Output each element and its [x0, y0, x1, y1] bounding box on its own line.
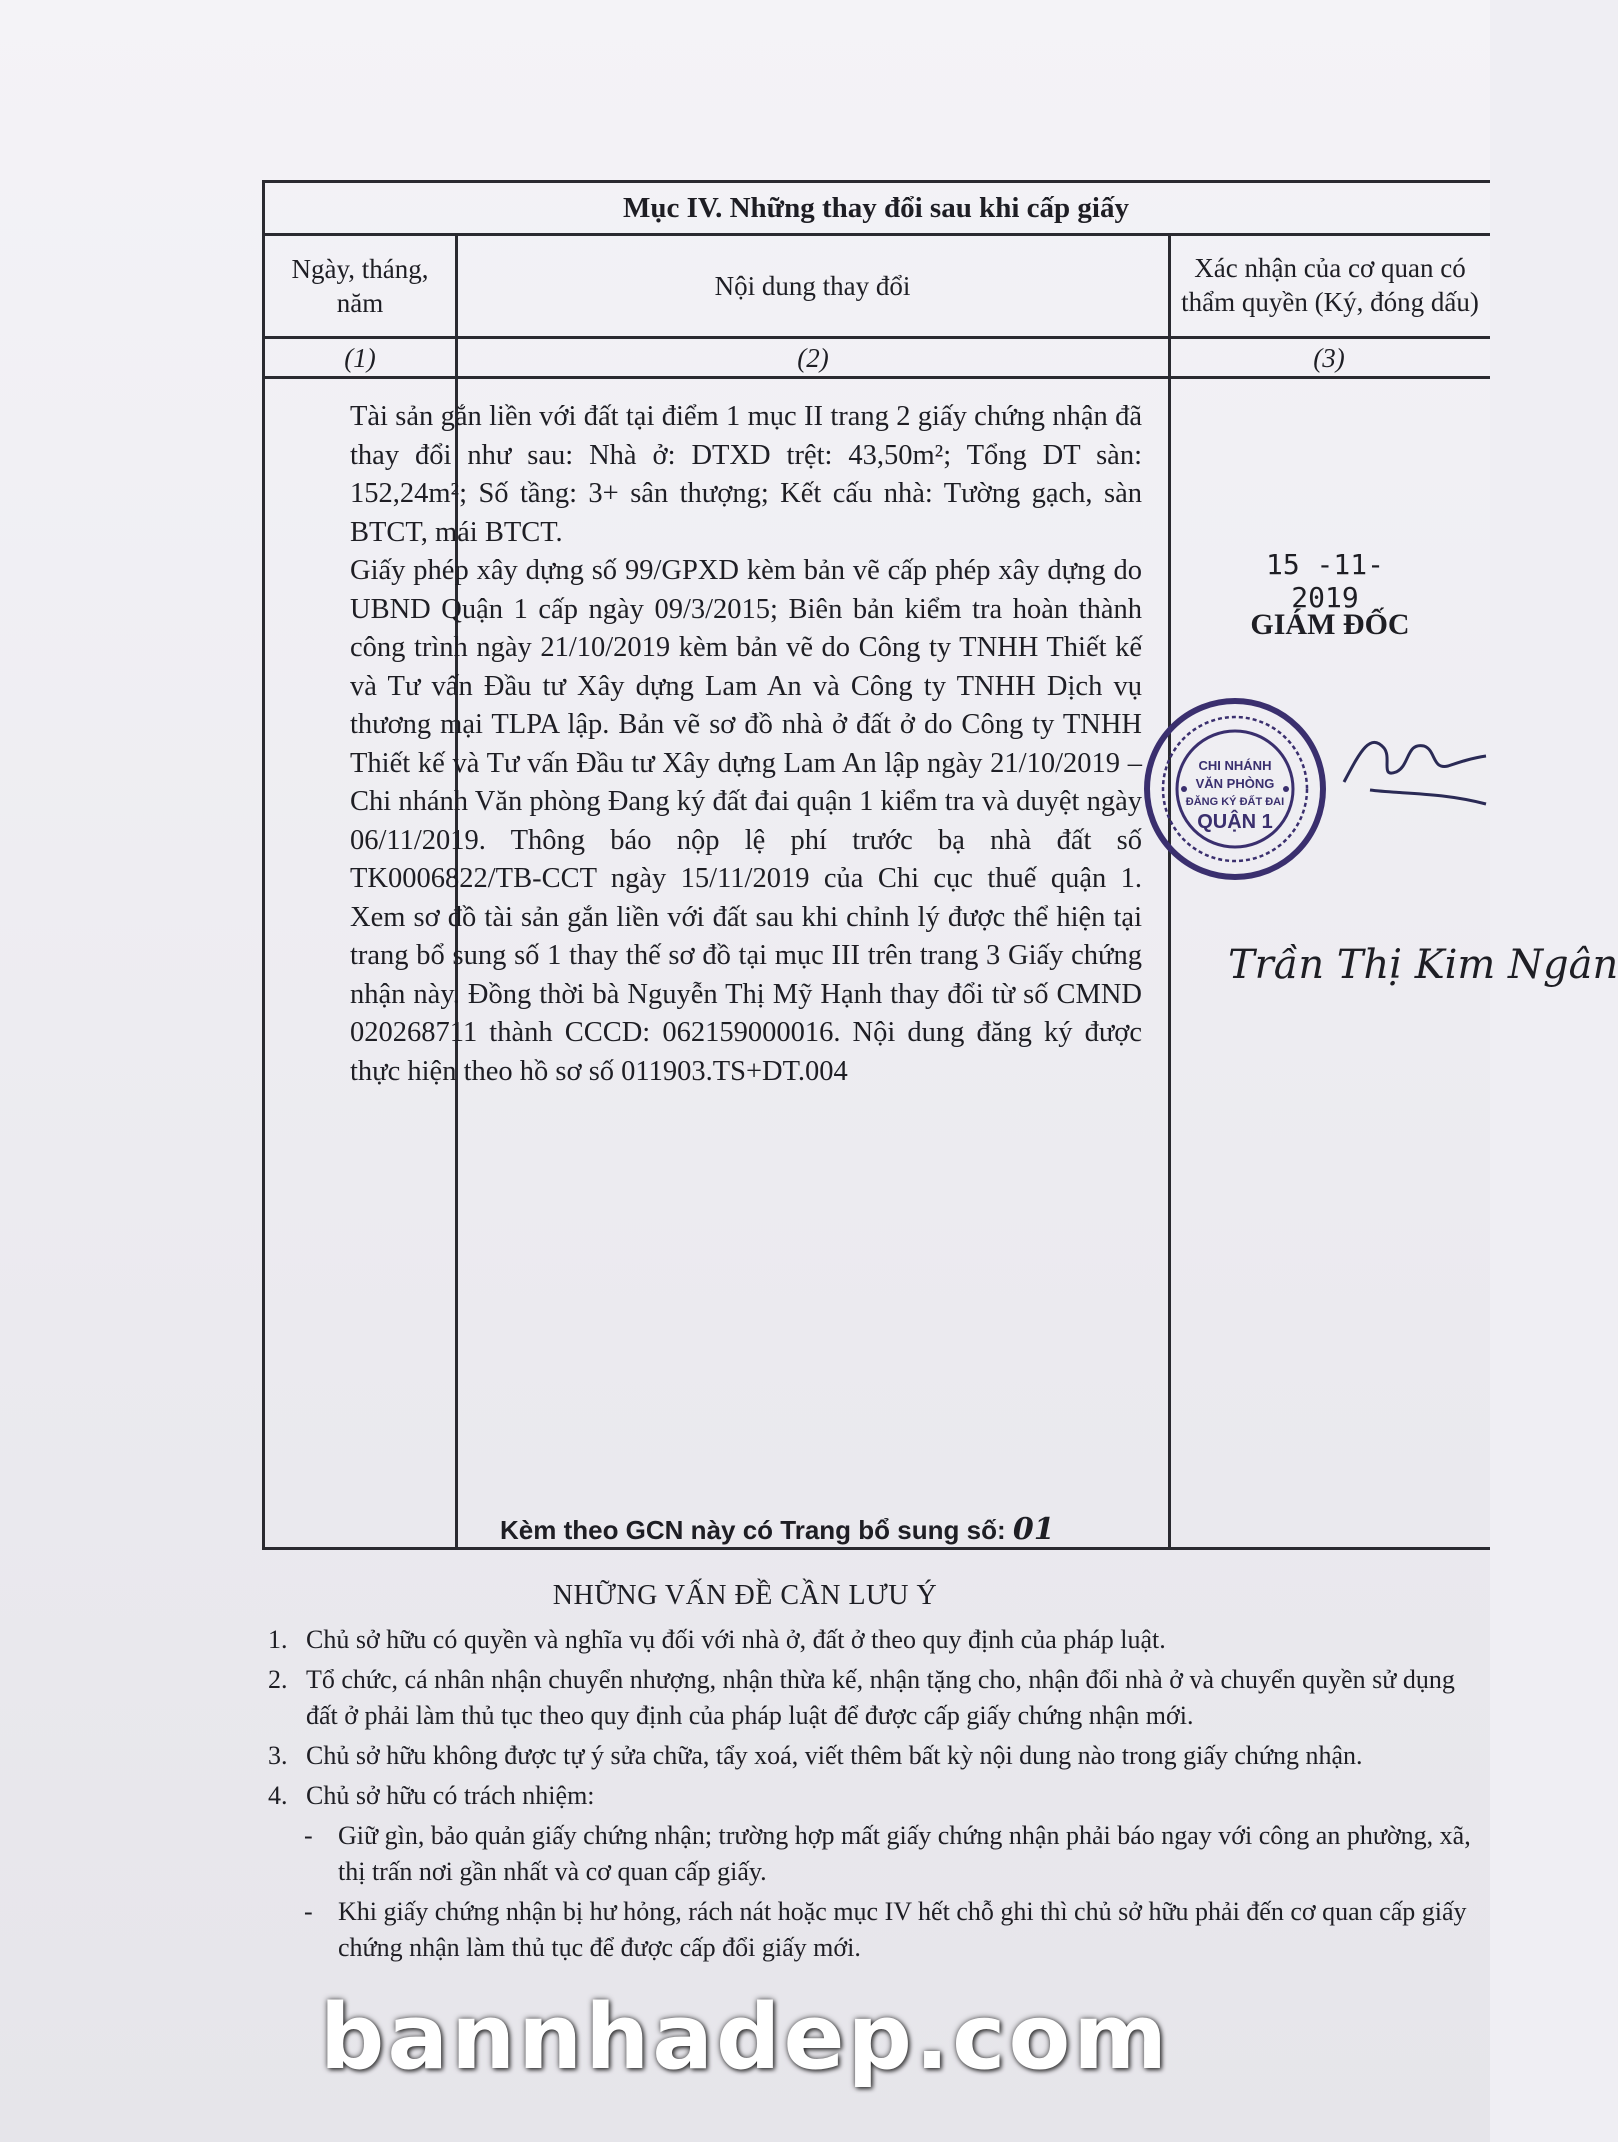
- column-number-3: (3): [1313, 342, 1345, 373]
- note-subtext: Khi giấy chứng nhận bị hư hỏng, rách nát hoặc mục IV hết chỗ ghi thì chủ sở hữu phải đến cơ quan cấp giấy chứng nhận làm thủ tục để được cấp đổi giấy mới.: [338, 1897, 1467, 1962]
- column-number-2: (2): [797, 342, 829, 373]
- attachment-label: Kèm theo GCN này có Trang bổ sung số:: [500, 1515, 1006, 1545]
- note-item: 3. Chủ sở hữu không được tự ý sửa chữa, tẩy xoá, viết thêm bất kỳ nội dung nào trong giấy chứng nhận.: [268, 1738, 1480, 1774]
- note-text: Chủ sở hữu có trách nhiệm:: [306, 1781, 595, 1810]
- note-subitem: - Giữ gìn, bảo quản giấy chứng nhận; trường hợp mất giấy chứng nhận phải báo ngay với công an phường, xã, thị trấn nơi gần nhất và cơ quan cấp giấy.: [304, 1818, 1480, 1890]
- change-content: [350, 398, 1142, 1091]
- note-item: 4. Chủ sở hữu có trách nhiệm:: [268, 1778, 1480, 1814]
- column-header-certification: Xác nhận của cơ quan có thẩm quyền (Ký, đóng dấu): [1181, 253, 1479, 317]
- column-number-1: (1): [344, 342, 376, 373]
- seal-text: QUẬN 1: [1197, 811, 1273, 833]
- table-rule: [262, 336, 1490, 339]
- seal-text: ĐĂNG KÝ ĐẤT ĐAI: [1185, 796, 1285, 808]
- section-title: Mục IV. Những thay đổi sau khi cấp giấy: [623, 191, 1129, 224]
- column-header-content: Nội dung thay đổi: [714, 271, 911, 301]
- note-text: Chủ sở hữu không được tự ý sửa chữa, tẩy xoá, viết thêm bất kỳ nội dung nào trong giấy chứng nhận.: [306, 1741, 1363, 1770]
- notes-title: NHỮNG VẤN ĐỀ CẦN LƯU Ý: [552, 1580, 938, 1611]
- note-subitem: - Khi giấy chứng nhận bị hư hỏng, rách nát hoặc mục IV hết chỗ ghi thì chủ sở hữu phải đến cơ quan cấp giấy chứng nhận làm thủ tục để được cấp đổi giấy mới.: [304, 1894, 1480, 1966]
- table-rule: [262, 376, 1490, 379]
- attachment-number: 01: [1012, 1512, 1055, 1547]
- note-item: 1. Chủ sở hữu có quyền và nghĩa vụ đối với nhà ở, đất ở theo quy định của pháp luật.: [268, 1622, 1480, 1658]
- note-text: Chủ sở hữu có quyền và nghĩa vụ đối với nhà ở, đất ở theo quy định của pháp luật.: [306, 1625, 1166, 1654]
- notes-list: [268, 1622, 1480, 1970]
- attachment-note: [500, 1512, 1055, 1547]
- note-text: Tổ chức, cá nhân nhận chuyển nhượng, nhận thừa kế, nhận tặng cho, nhận đổi nhà ở và chuyển quyền sử dụng đất ở phải làm thủ tục theo quy định của pháp luật để được cấp giấy chứng nhận mới.: [306, 1665, 1455, 1730]
- certification-date: 15 -11- 2019: [1265, 548, 1384, 614]
- seal-text: VĂN PHÒNG: [1195, 776, 1275, 791]
- column-header-date: Ngày, tháng, năm: [291, 254, 429, 318]
- signature-mark: [1340, 712, 1490, 822]
- change-paragraph: Giấy phép xây dựng số 99/GPXD kèm bản vẽ cấp phép xây dựng do UBND Quận 1 cấp ngày 09/3/2015; Biên bản kiểm tra hoàn thành công trình ngày 21/10/2019 kèm bản vẽ do Công ty TNHH Thiết kế và Tư vấn Đầu tư Xây dựng Lam An và Công ty TNHH Dịch vụ thương mại TLPA lập. Bản vẽ sơ đồ nhà ở đất ở do Công ty TNHH Thiết kế và Tư vấn Đầu tư Xây dựng Lam An lập ngày 21/10/2019 – Chi nhánh Văn phòng Đang ký đất đai quận 1 kiểm tra và duyệt ngày 06/11/2019. Thông báo nộp lệ phí trước bạ nhà đất số TK0006822/TB-CCT ngày 15/11/2019 của Chi cục thuế quận 1. Xem sơ đồ tài sản gắn liền với đất sau khi chỉnh lý được thể hiện tại trang bổ sung số 1 thay thế sơ đồ tại mục III trên trang 3 Giấy chứng nhận này. Đồng thời bà Nguyễn Thị Mỹ Hạnh thay đổi từ số CMND 020268711 thành CCCD: 062159000016. Nội dung đăng ký được thực hiện theo hồ sơ số 011903.TS+DT.004: [350, 555, 1142, 1087]
- signer-role: GIÁM ĐỐC: [1250, 608, 1410, 641]
- note-subtext: Giữ gìn, bảo quản giấy chứng nhận; trường hợp mất giấy chứng nhận phải báo ngay với công an phường, xã, thị trấn nơi gần nhất và cơ quan cấp giấy.: [338, 1821, 1471, 1886]
- table-rule: [1168, 233, 1171, 1550]
- change-paragraph: Tài sản gắn liền với đất tại điểm 1 mục II trang 2 giấy chứng nhận đã thay đổi như sau: Nhà ở: DTXD trệt: 43,50m²; Tổng DT sàn: 152,24m²; Số tầng: 3+ sân thượng; Kết cấu nhà: Tường gạch, sàn BTCT, mái BTCT.: [350, 401, 1142, 548]
- watermark: bannhadep.com: [319, 1985, 1171, 2090]
- seal-text: CHI NHÁNH: [1198, 758, 1272, 773]
- signer-name: Trần Thị Kim Ngân: [1228, 942, 1618, 988]
- official-seal: [1142, 696, 1328, 882]
- note-item: 2. Tổ chức, cá nhân nhận chuyển nhượng, nhận thừa kế, nhận tặng cho, nhận đổi nhà ở và chuyển quyền sử dụng đất ở phải làm thủ tục theo quy định của pháp luật để được cấp giấy chứng nhận mới.: [268, 1662, 1480, 1734]
